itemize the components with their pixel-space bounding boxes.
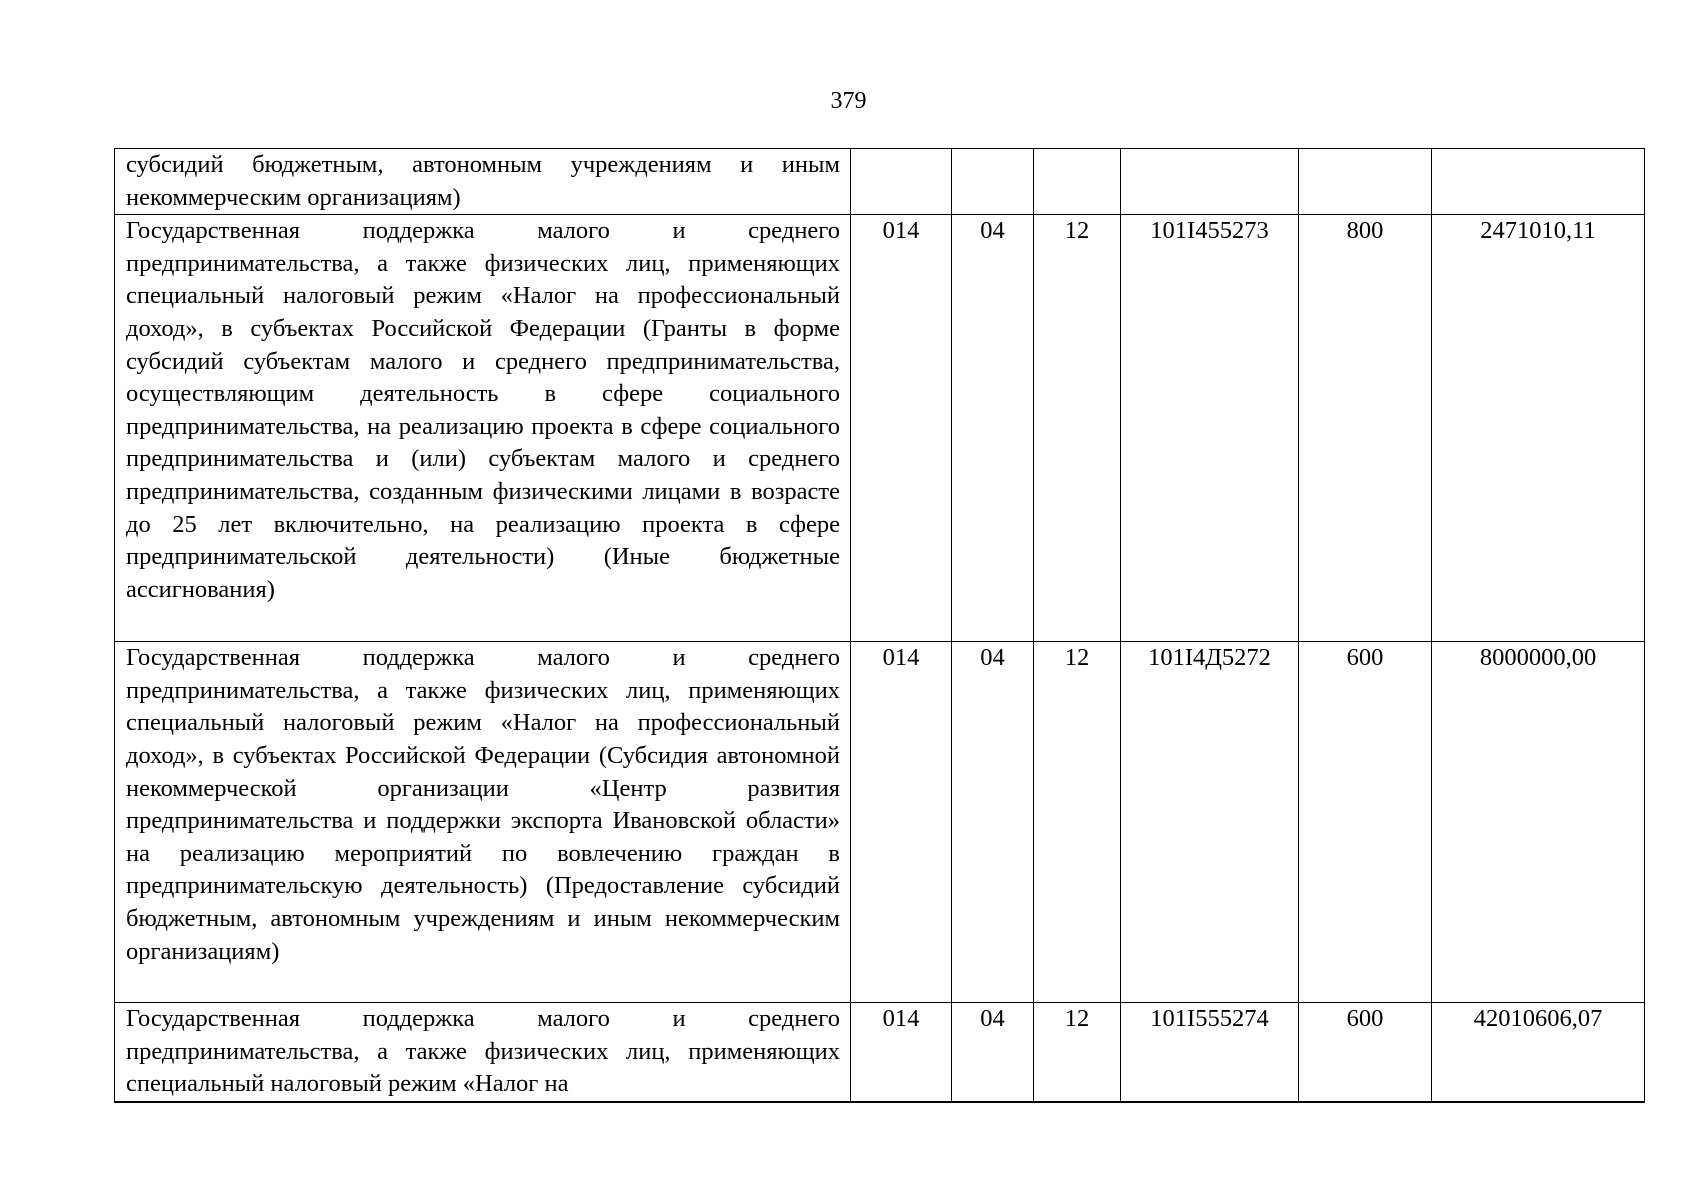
amount: 8000000,00 xyxy=(1432,642,1645,1003)
amount xyxy=(1432,149,1645,215)
section-code: 04 xyxy=(952,215,1034,642)
page-number: 379 xyxy=(830,88,867,114)
table-row xyxy=(115,215,1645,642)
section-code: 04 xyxy=(952,1003,1034,1102)
expense-type-code: 600 xyxy=(1299,642,1432,1003)
row-description: субсидий бюджетным, автономным учреждениям и иным некоммерческим организациям) xyxy=(115,149,851,215)
target-article-code xyxy=(1121,149,1299,215)
section-code: 04 xyxy=(952,642,1034,1003)
row-description: Государственная поддержка малого и среднего предпринимательства, а также физических лиц, применяющих специальный налоговый режим «Налог на xyxy=(115,1003,851,1102)
expense-type-code: 800 xyxy=(1299,215,1432,642)
ministry-code: 014 xyxy=(851,1003,952,1102)
amount: 2471010,11 xyxy=(1432,215,1645,642)
target-article-code: 101I455273 xyxy=(1121,215,1299,642)
row-description: Государственная поддержка малого и среднего предпринимательства, а также физических лиц, применяющих специальный налоговый режим «Налог на профессиональный доход», в субъектах Российской Федерации (Субсидия автономной некоммерческой организации «Центр развития предпринимательства и поддержки экспорта Ивановской области» на реализацию мероприятий по вовлечению граждан в предпринимательскую деятельность) (Предоставление субсидий бюджетным, автономным учреждениям и иным некоммерческим организациям) xyxy=(115,642,851,1003)
table-row xyxy=(115,642,1645,1003)
subsection-code: 12 xyxy=(1034,215,1121,642)
target-article-code: 101I555274 xyxy=(1121,1003,1299,1102)
amount: 42010606,07 xyxy=(1432,1003,1645,1102)
table-row xyxy=(115,149,1645,215)
row-description: Государственная поддержка малого и среднего предпринимательства, а также физических лиц, применяющих специальный налоговый режим «Налог на профессиональный доход», в субъектах Российской Федерации (Гранты в форме субсидий субъектам малого и среднего предпринимательства, осуществляющим деятельность в сфере социального предпринимательства, на реализацию проекта в сфере социального предпринимательства и (или) субъектам малого и среднего предпринимательства, созданным физическими лицами в возрасте до 25 лет включительно, на реализацию проекта в сфере предпринимательской деятельности) (Иные бюджетные ассигнования) xyxy=(115,215,851,642)
expense-type-code: 600 xyxy=(1299,1003,1432,1102)
budget-table xyxy=(114,148,1645,1103)
ministry-code: 014 xyxy=(851,215,952,642)
subsection-code xyxy=(1034,149,1121,215)
table-row xyxy=(115,1003,1645,1102)
expense-type-code xyxy=(1299,149,1432,215)
ministry-code: 014 xyxy=(851,642,952,1003)
ministry-code xyxy=(851,149,952,215)
section-code xyxy=(952,149,1034,215)
target-article-code: 101I4Д5272 xyxy=(1121,642,1299,1003)
subsection-code: 12 xyxy=(1034,1003,1121,1102)
subsection-code: 12 xyxy=(1034,642,1121,1003)
